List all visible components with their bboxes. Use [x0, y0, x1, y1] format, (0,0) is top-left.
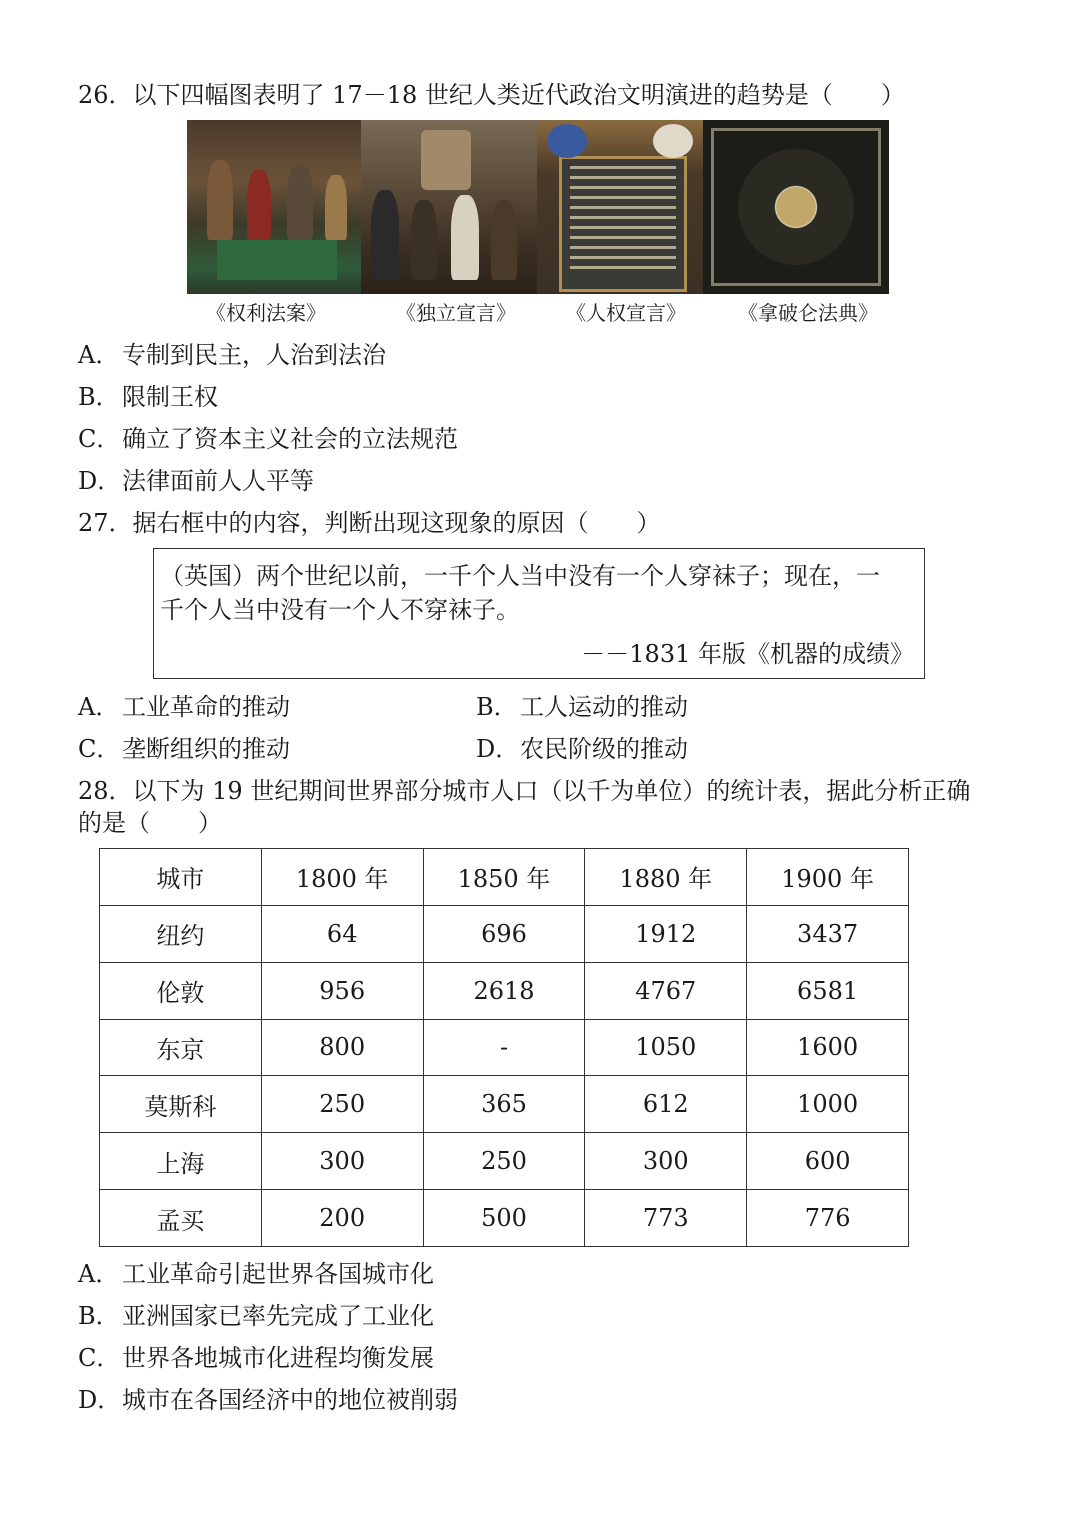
option-text: 法律面前人人平等 [122, 467, 314, 495]
table-cell: 2618 [423, 962, 585, 1019]
table-cell: 776 [747, 1190, 909, 1247]
q28-option-b[interactable] [78, 1301, 434, 1331]
q26-option-d[interactable] [78, 466, 314, 496]
option-letter: A． [78, 341, 120, 369]
table-cell: 696 [423, 905, 585, 962]
header-cell: 1900 年 [747, 849, 909, 906]
option-letter: B． [476, 693, 518, 721]
table-cell: 孟买 [100, 1190, 262, 1247]
table-cell: 773 [585, 1190, 747, 1247]
table-cell: 1050 [585, 1019, 747, 1076]
table-cell: 200 [261, 1190, 423, 1247]
table-cell: 300 [585, 1133, 747, 1190]
q27-quote-box [153, 548, 925, 679]
q28-stem-line-1: 28．以下为 19 世纪期间世界部分城市人口（以千为单位）的统计表，据此分析正确 [78, 777, 971, 805]
option-text: 工业革命的推动 [122, 693, 290, 721]
caption-declaration-of-independence: 《独立宣言》 [396, 301, 516, 325]
header-cell: 1880 年 [585, 849, 747, 906]
q27-stem: 27．据右框中的内容，判断出现这现象的原因（ ） [78, 509, 661, 537]
quote-line-2: 千个人当中没有一个人不穿袜子。 [160, 596, 520, 624]
header-cell: 1800 年 [261, 849, 423, 906]
table-cell: 600 [747, 1133, 909, 1190]
option-text: 世界各地城市化进程均衡发展 [122, 1344, 434, 1372]
q27-option-b[interactable] [476, 692, 688, 722]
table-cell: 250 [423, 1133, 585, 1190]
caption-bill-of-rights: 《权利法案》 [206, 301, 326, 325]
table-cell: 800 [261, 1019, 423, 1076]
city-population-table [99, 848, 909, 1247]
quote-source: －－1831 年版《机器的成绩》 [581, 640, 914, 668]
table-cell: 1912 [585, 905, 747, 962]
option-letter: A． [78, 693, 120, 721]
option-letter: D． [476, 735, 520, 763]
option-letter: C． [78, 425, 121, 453]
q28-option-c[interactable] [78, 1343, 434, 1373]
table-cell: 上海 [100, 1133, 262, 1190]
table-cell: 250 [261, 1076, 423, 1133]
table-cell: 3437 [747, 905, 909, 962]
q26-stem: 26．以下四幅图表明了 17－18 世纪人类近代政治文明演进的趋势是（ ） [78, 81, 905, 109]
table-cell: 莫斯科 [100, 1076, 262, 1133]
table-cell: - [423, 1019, 585, 1076]
table-cell: 500 [423, 1190, 585, 1247]
table-header-row [100, 849, 909, 906]
caption-declaration-of-rights: 《人权宣言》 [566, 301, 686, 325]
q28-stem-line-2: 的是（ ） [78, 809, 222, 837]
q28-option-d[interactable] [78, 1385, 458, 1415]
table-row [100, 1190, 909, 1247]
table-cell: 300 [261, 1133, 423, 1190]
option-letter: A． [78, 1260, 120, 1288]
table-cell: 612 [585, 1076, 747, 1133]
table-cell: 365 [423, 1076, 585, 1133]
option-text: 亚洲国家已率先完成了工业化 [122, 1302, 434, 1330]
table-row [100, 962, 909, 1019]
caption-napoleonic-code: 《拿破仑法典》 [738, 301, 878, 325]
header-cell: 城市 [100, 849, 262, 906]
option-text: 工人运动的推动 [520, 693, 688, 721]
option-text: 确立了资本主义社会的立法规范 [122, 425, 458, 453]
option-letter: C． [78, 735, 121, 763]
napoleonic-code-cover [703, 120, 889, 294]
table-cell: 6581 [747, 962, 909, 1019]
option-text: 农民阶级的推动 [520, 735, 688, 763]
declaration-of-independence-painting [361, 120, 537, 294]
option-letter: D． [78, 467, 122, 495]
q27-option-a[interactable] [78, 692, 290, 722]
option-letter: B． [78, 1302, 120, 1330]
table-cell: 1600 [747, 1019, 909, 1076]
table-cell: 东京 [100, 1019, 262, 1076]
table-cell: 64 [261, 905, 423, 962]
q27-option-d[interactable] [476, 734, 688, 764]
table-row [100, 1076, 909, 1133]
q26-image-strip [187, 120, 889, 294]
option-text: 工业革命引起世界各国城市化 [122, 1260, 434, 1288]
rights-tablet [559, 156, 687, 292]
option-letter: B． [78, 383, 120, 411]
q26-option-b[interactable] [78, 382, 218, 412]
q26-option-c[interactable] [78, 424, 458, 454]
table-cell: 956 [261, 962, 423, 1019]
option-text: 限制王权 [122, 383, 218, 411]
quote-line-1: （英国）两个世纪以前，一千个人当中没有一个人穿袜子；现在，一 [160, 562, 880, 590]
q28-option-a[interactable] [78, 1259, 434, 1289]
declaration-of-rights-painting [537, 120, 703, 294]
table-row [100, 1133, 909, 1190]
option-text: 专制到民主，人治到法治 [122, 341, 386, 369]
header-cell: 1850 年 [423, 849, 585, 906]
q26-option-a[interactable] [78, 340, 386, 370]
option-letter: C． [78, 1344, 121, 1372]
table-cell: 纽约 [100, 905, 262, 962]
table-cell: 4767 [585, 962, 747, 1019]
table-row [100, 905, 909, 962]
bill-of-rights-painting [187, 120, 361, 294]
table-cell: 1000 [747, 1076, 909, 1133]
option-text: 城市在各国经济中的地位被削弱 [122, 1386, 458, 1414]
q27-option-c[interactable] [78, 734, 290, 764]
table-cell: 伦敦 [100, 962, 262, 1019]
table-row [100, 1019, 909, 1076]
option-letter: D． [78, 1386, 122, 1414]
option-text: 垄断组织的推动 [122, 735, 290, 763]
